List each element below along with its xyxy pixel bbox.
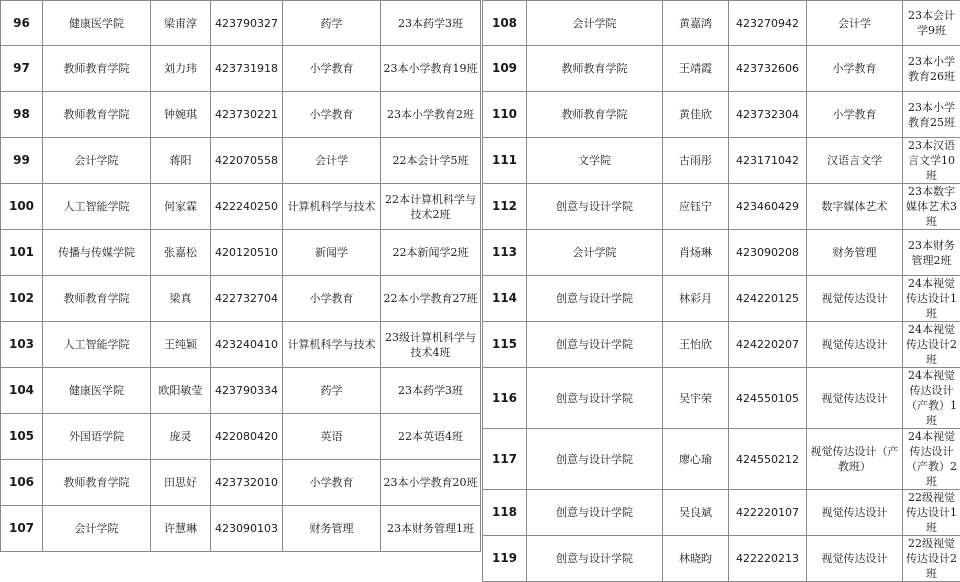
student-name-cell: 肖炀琳 xyxy=(663,230,729,276)
student-name-cell: 王靖霞 xyxy=(663,46,729,92)
major-cell: 计算机科学与技术 xyxy=(283,184,381,230)
college-cell: 健康医学院 xyxy=(43,368,151,414)
row-number-cell: 99 xyxy=(1,138,43,184)
student-name-cell: 蒋阳 xyxy=(151,138,211,184)
college-cell: 传播与传媒学院 xyxy=(43,230,151,276)
class-cell: 22本会计学5班 xyxy=(381,138,481,184)
college-cell: 教师教育学院 xyxy=(527,92,663,138)
college-cell: 创意与设计学院 xyxy=(527,184,663,230)
major-cell: 小学教育 xyxy=(807,92,903,138)
class-cell: 23本小学教育2班 xyxy=(381,92,481,138)
row-number-cell: 113 xyxy=(483,230,527,276)
college-cell: 教师教育学院 xyxy=(527,46,663,92)
student-id-cell: 423090208 xyxy=(729,230,807,276)
major-cell: 新闻学 xyxy=(283,230,381,276)
row-number-cell: 107 xyxy=(1,506,43,552)
major-cell: 视觉传达设计 xyxy=(807,276,903,322)
student-name-cell: 林晓昀 xyxy=(663,536,729,582)
class-cell: 23本财务管理1班 xyxy=(381,506,481,552)
table-row xyxy=(1,230,481,276)
college-cell: 健康医学院 xyxy=(43,1,151,46)
row-number-cell: 119 xyxy=(483,536,527,582)
college-cell: 创意与设计学院 xyxy=(527,490,663,536)
student-name-cell: 林彩月 xyxy=(663,276,729,322)
table-row xyxy=(1,322,481,368)
college-cell: 外国语学院 xyxy=(43,414,151,460)
student-name-cell: 何家霖 xyxy=(151,184,211,230)
student-id-cell: 422732704 xyxy=(211,276,283,322)
student-id-cell: 423790327 xyxy=(211,1,283,46)
student-id-cell: 423731918 xyxy=(211,46,283,92)
class-cell: 24本视觉传达设计（产教）2班 xyxy=(903,429,960,490)
college-cell: 人工智能学院 xyxy=(43,184,151,230)
class-cell: 24本视觉传达设计2班 xyxy=(903,322,960,368)
student-name-cell: 黄嘉鸿 xyxy=(663,1,729,46)
student-id-cell: 424550212 xyxy=(729,429,807,490)
student-name-cell: 吴良斌 xyxy=(663,490,729,536)
class-cell: 24本视觉传达设计（产教）1班 xyxy=(903,368,960,429)
row-number-cell: 100 xyxy=(1,184,43,230)
major-cell: 视觉传达设计 xyxy=(807,490,903,536)
roster-table-left xyxy=(0,0,481,552)
table-row xyxy=(483,138,960,184)
major-cell: 财务管理 xyxy=(807,230,903,276)
student-name-cell: 欧阳敏莹 xyxy=(151,368,211,414)
class-cell: 23本药学3班 xyxy=(381,1,481,46)
row-number-cell: 102 xyxy=(1,276,43,322)
roster-table-right xyxy=(482,0,960,582)
college-cell: 创意与设计学院 xyxy=(527,368,663,429)
college-cell: 创意与设计学院 xyxy=(527,429,663,490)
row-number-cell: 97 xyxy=(1,46,43,92)
table-row xyxy=(483,1,960,46)
table-row xyxy=(483,536,960,582)
class-cell: 23本小学教育19班 xyxy=(381,46,481,92)
class-cell: 23本数字媒体艺术3班 xyxy=(903,184,960,230)
college-cell: 教师教育学院 xyxy=(43,276,151,322)
row-number-cell: 96 xyxy=(1,1,43,46)
table-row xyxy=(1,138,481,184)
student-name-cell: 吴宇荣 xyxy=(663,368,729,429)
student-id-cell: 423790334 xyxy=(211,368,283,414)
table-row xyxy=(1,414,481,460)
student-id-cell: 423732606 xyxy=(729,46,807,92)
college-cell: 人工智能学院 xyxy=(43,322,151,368)
table-row xyxy=(483,276,960,322)
major-cell: 小学教育 xyxy=(283,460,381,506)
major-cell: 药学 xyxy=(283,1,381,46)
table-row xyxy=(1,276,481,322)
college-cell: 会计学院 xyxy=(527,1,663,46)
student-id-cell: 422070558 xyxy=(211,138,283,184)
major-cell: 小学教育 xyxy=(283,276,381,322)
college-cell: 教师教育学院 xyxy=(43,92,151,138)
major-cell: 会计学 xyxy=(283,138,381,184)
student-name-cell: 王怡欣 xyxy=(663,322,729,368)
student-name-cell: 黄佳欣 xyxy=(663,92,729,138)
class-cell: 22级视觉传达设计2班 xyxy=(903,536,960,582)
student-name-cell: 梁真 xyxy=(151,276,211,322)
student-name-cell: 许慧琳 xyxy=(151,506,211,552)
class-cell: 23级计算机科学与技术4班 xyxy=(381,322,481,368)
college-cell: 会计学院 xyxy=(43,506,151,552)
class-cell: 22本新闻学2班 xyxy=(381,230,481,276)
student-id-cell: 424550105 xyxy=(729,368,807,429)
student-id-cell: 422080420 xyxy=(211,414,283,460)
row-number-cell: 111 xyxy=(483,138,527,184)
student-id-cell: 423171042 xyxy=(729,138,807,184)
class-cell: 23本小学教育26班 xyxy=(903,46,960,92)
class-cell: 22本小学教育27班 xyxy=(381,276,481,322)
major-cell: 药学 xyxy=(283,368,381,414)
student-id-cell: 422240250 xyxy=(211,184,283,230)
row-number-cell: 112 xyxy=(483,184,527,230)
major-cell: 视觉传达设计 xyxy=(807,368,903,429)
table-row xyxy=(1,506,481,552)
table-row xyxy=(1,92,481,138)
student-id-cell: 423240410 xyxy=(211,322,283,368)
college-cell: 创意与设计学院 xyxy=(527,322,663,368)
table-row xyxy=(483,322,960,368)
student-name-cell: 廖心瑜 xyxy=(663,429,729,490)
college-cell: 创意与设计学院 xyxy=(527,276,663,322)
table-row xyxy=(483,92,960,138)
student-id-cell: 423270942 xyxy=(729,1,807,46)
college-cell: 会计学院 xyxy=(43,138,151,184)
major-cell: 会计学 xyxy=(807,1,903,46)
college-cell: 教师教育学院 xyxy=(43,460,151,506)
student-name-cell: 王纯颖 xyxy=(151,322,211,368)
class-cell: 22本英语4班 xyxy=(381,414,481,460)
table-row xyxy=(1,1,481,46)
student-name-cell: 梁甫淳 xyxy=(151,1,211,46)
student-name-cell: 钟婉琪 xyxy=(151,92,211,138)
table-row xyxy=(483,46,960,92)
major-cell: 财务管理 xyxy=(283,506,381,552)
major-cell: 小学教育 xyxy=(283,46,381,92)
row-number-cell: 101 xyxy=(1,230,43,276)
table-row xyxy=(1,460,481,506)
student-id-cell: 423732304 xyxy=(729,92,807,138)
student-id-cell: 422220107 xyxy=(729,490,807,536)
row-number-cell: 110 xyxy=(483,92,527,138)
class-cell: 23本会计学9班 xyxy=(903,1,960,46)
row-number-cell: 114 xyxy=(483,276,527,322)
class-cell: 23本汉语言文学10班 xyxy=(903,138,960,184)
student-name-cell: 刘力玮 xyxy=(151,46,211,92)
major-cell: 视觉传达设计 xyxy=(807,322,903,368)
row-number-cell: 115 xyxy=(483,322,527,368)
student-name-cell: 庞灵 xyxy=(151,414,211,460)
row-number-cell: 104 xyxy=(1,368,43,414)
table-row xyxy=(483,230,960,276)
table-row xyxy=(1,46,481,92)
major-cell: 小学教育 xyxy=(283,92,381,138)
class-cell: 24本视觉传达设计1班 xyxy=(903,276,960,322)
major-cell: 视觉传达设计（产教班） xyxy=(807,429,903,490)
college-cell: 教师教育学院 xyxy=(43,46,151,92)
student-id-cell: 420120510 xyxy=(211,230,283,276)
row-number-cell: 118 xyxy=(483,490,527,536)
class-cell: 23本财务管理2班 xyxy=(903,230,960,276)
major-cell: 视觉传达设计 xyxy=(807,536,903,582)
major-cell: 计算机科学与技术 xyxy=(283,322,381,368)
class-cell: 23本小学教育25班 xyxy=(903,92,960,138)
row-number-cell: 98 xyxy=(1,92,43,138)
class-cell: 22级视觉传达设计1班 xyxy=(903,490,960,536)
major-cell: 汉语言文学 xyxy=(807,138,903,184)
class-cell: 22本计算机科学与技术2班 xyxy=(381,184,481,230)
student-id-cell: 424220207 xyxy=(729,322,807,368)
student-name-cell: 张嘉松 xyxy=(151,230,211,276)
student-id-cell: 423090103 xyxy=(211,506,283,552)
table-row xyxy=(483,368,960,429)
student-id-cell: 423732010 xyxy=(211,460,283,506)
college-cell: 会计学院 xyxy=(527,230,663,276)
student-id-cell: 422220213 xyxy=(729,536,807,582)
table-row xyxy=(483,490,960,536)
table-row xyxy=(1,368,481,414)
student-id-cell: 424220125 xyxy=(729,276,807,322)
table-row xyxy=(483,184,960,230)
college-cell: 文学院 xyxy=(527,138,663,184)
table-row xyxy=(483,429,960,490)
row-number-cell: 105 xyxy=(1,414,43,460)
major-cell: 数字媒体艺术 xyxy=(807,184,903,230)
student-id-cell: 423730221 xyxy=(211,92,283,138)
row-number-cell: 108 xyxy=(483,1,527,46)
row-number-cell: 117 xyxy=(483,429,527,490)
table-row xyxy=(1,184,481,230)
row-number-cell: 106 xyxy=(1,460,43,506)
student-name-cell: 应钰宁 xyxy=(663,184,729,230)
row-number-cell: 109 xyxy=(483,46,527,92)
major-cell: 英语 xyxy=(283,414,381,460)
student-name-cell: 田思好 xyxy=(151,460,211,506)
student-name-cell: 古雨彤 xyxy=(663,138,729,184)
row-number-cell: 116 xyxy=(483,368,527,429)
major-cell: 小学教育 xyxy=(807,46,903,92)
college-cell: 创意与设计学院 xyxy=(527,536,663,582)
class-cell: 23本小学教育20班 xyxy=(381,460,481,506)
student-id-cell: 423460429 xyxy=(729,184,807,230)
row-number-cell: 103 xyxy=(1,322,43,368)
class-cell: 23本药学3班 xyxy=(381,368,481,414)
